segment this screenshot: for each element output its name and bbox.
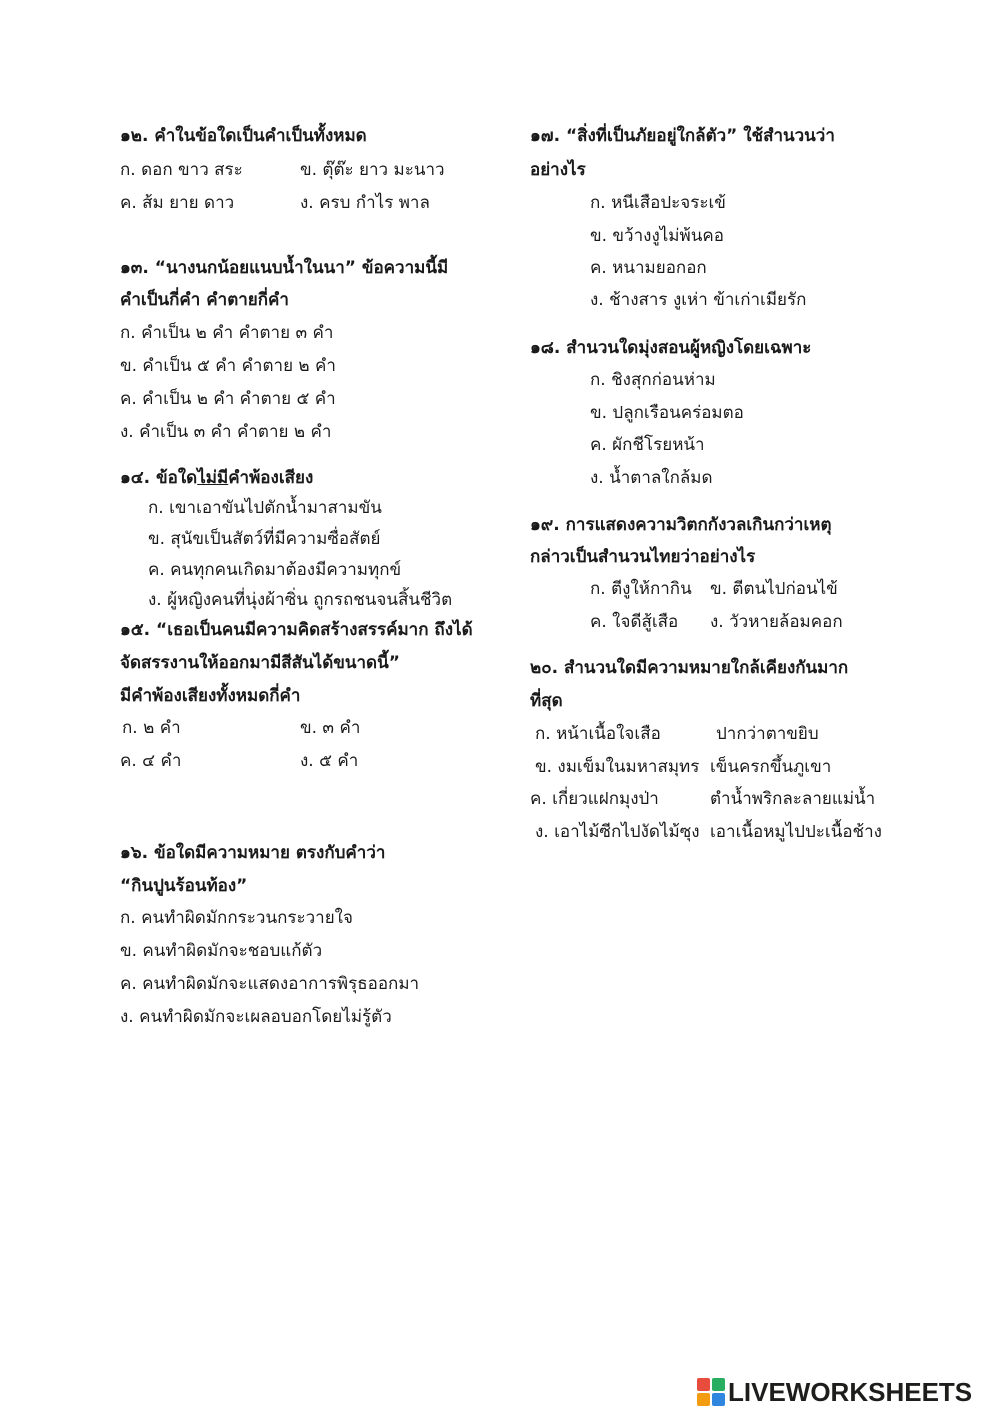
q20-title-line2: ที่สุด — [530, 691, 563, 711]
q14-title-prefix: ๑๔. ข้อใด — [120, 468, 198, 488]
q13-option-a: ก. คำเป็น ๒ คำ คำตาย ๓ คำ — [120, 323, 334, 343]
q18-title: ๑๘. สำนวนใดมุ่งสอนผู้หญิงโดยเฉพาะ — [530, 338, 812, 358]
q19-title-line1: ๑๙. การแสดงความวิตกกังวลเกินกว่าเหตุ — [530, 515, 832, 535]
q16-option-c: ค. คนทำผิดมักจะแสดงอาการพิรุธออกมา — [120, 974, 420, 994]
logo-square-2 — [712, 1378, 725, 1391]
q17-title-line1: ๑๗. “สิ่งที่เป็นภัยอยู่ใกล้ตัว” ใช้สำนวนว่า — [530, 126, 835, 146]
q17-option-c: ค. หนามยอกอก — [590, 258, 707, 278]
q15-option-b: ข. ๓ คำ — [300, 718, 361, 738]
q20-option-a-left: ก. หน้าเนื้อใจเสือ — [535, 724, 661, 744]
q13-option-b: ข. คำเป็น ๕ คำ คำตาย ๒ คำ — [120, 356, 336, 376]
q20-option-d-left: ง. เอาไม้ซีกไปงัดไม้ซุง — [535, 822, 700, 842]
q15-option-c: ค. ๔ คำ — [120, 751, 182, 771]
q12-title: ๑๒. คำในข้อใดเป็นคำเป็นทั้งหมด — [120, 126, 367, 146]
q20-option-c-right: ตำน้ำพริกละลายแม่น้ำ — [710, 789, 876, 809]
q19-option-b: ข. ตีตนไปก่อนไข้ — [710, 579, 838, 599]
q16-option-a: ก. คนทำผิดมักกระวนกระวายใจ — [120, 908, 353, 928]
q14-option-a: ก. เขาเอาขันไปตักน้ำมาสามขัน — [148, 498, 382, 518]
q12-option-d: ง. ครบ กำไร พาล — [300, 193, 430, 213]
q17-option-b: ข. ขว้างงูไม่พ้นคอ — [590, 226, 724, 246]
q13-title-line2: คำเป็นกี่คำ คำตายกี่คำ — [120, 290, 289, 310]
q12-option-a: ก. ดอก ขาว สระ — [120, 160, 243, 180]
q13-title-line1: ๑๓. “นางนกน้อยแนบน้ำในนา” ข้อความนี้มี — [120, 258, 449, 278]
q16-option-d: ง. คนทำผิดมักจะเผลอบอกโดยไม่รู้ตัว — [120, 1007, 392, 1027]
q17-option-d: ง. ช้างสาร งูเห่า ข้าเก่าเมียรัก — [590, 290, 807, 310]
q12-option-c: ค. ส้ม ยาย ดาว — [120, 193, 235, 213]
q19-option-c: ค. ใจดีสู้เสือ — [590, 612, 679, 632]
q19-option-a: ก. ตีงูให้กากิน — [590, 579, 692, 599]
q14-option-c: ค. คนทุกคนเกิดมาต้องมีความทุกข์ — [148, 560, 402, 580]
q14-title-underlined: ไม่มี — [197, 468, 229, 488]
q19-option-d: ง. วัวหายล้อมคอก — [710, 612, 843, 632]
q14-title — [120, 470, 313, 487]
liveworksheets-logo[interactable] — [697, 1376, 972, 1408]
q20-option-b-right: เข็นครกขึ้นภูเขา — [710, 757, 832, 777]
logo-square-3 — [697, 1393, 710, 1406]
q15-title-line1: ๑๕. “เธอเป็นคนมีความคิดสร้างสรรค์มาก ถึงได้ — [120, 620, 473, 640]
liveworksheets-logo-icon — [697, 1378, 725, 1406]
q16-option-b: ข. คนทำผิดมักจะชอบแก้ตัว — [120, 941, 323, 961]
q13-option-c: ค. คำเป็น ๒ คำ คำตาย ๕ คำ — [120, 389, 336, 409]
q14-title-suffix: คำพ้องเสียง — [228, 468, 314, 488]
q15-title-line3: มีคำพ้องเสียงทั้งหมดกี่คำ — [120, 686, 301, 706]
q16-title-line2: “กินปูนร้อนท้อง” — [120, 876, 248, 896]
q18-option-d: ง. น้ำตาลใกล้มด — [590, 468, 713, 488]
q14-option-d: ง. ผู้หญิงคนที่นุ่งผ้าซิ่น ถูกรถชนจนสิ้นชีวิต — [148, 590, 453, 610]
q17-option-a: ก. หนีเสือปะจระเข้ — [590, 193, 726, 213]
logo-square-1 — [697, 1378, 710, 1391]
q20-option-a-right: ปากว่าตาขยิบ — [716, 724, 819, 744]
logo-square-4 — [712, 1393, 725, 1406]
q18-option-c: ค. ผักชีโรยหน้า — [590, 435, 705, 455]
q18-option-a: ก. ชิงสุกก่อนห่าม — [590, 370, 716, 390]
q16-title-line1: ๑๖. ข้อใดมีความหมาย ตรงกับคำว่า — [120, 843, 386, 863]
q15-title-line2: จัดสรรงานให้ออกมามีสีสันได้ขนาดนี้” — [120, 653, 400, 673]
q15-option-a: ก. ๒ คำ — [122, 718, 181, 738]
q20-option-d-right: เอาเนื้อหมูไปปะเนื้อช้าง — [710, 822, 882, 842]
q19-title-line2: กล่าวเป็นสำนวนไทยว่าอย่างไร — [530, 547, 756, 567]
q14-option-b: ข. สุนัขเป็นสัตว์ที่มีความซื่อสัตย์ — [148, 529, 381, 549]
logo-text: LIVEWORKSHEETS — [728, 1376, 973, 1407]
q13-option-d: ง. คำเป็น ๓ คำ คำตาย ๒ คำ — [120, 422, 332, 442]
q20-option-b-left: ข. งมเข็มในมหาสมุทร — [535, 757, 700, 777]
q12-option-b: ข. ตุ๊ต๊ะ ยาว มะนาว — [300, 160, 445, 180]
q20-option-c-left: ค. เกี่ยวแฝกมุงป่า — [530, 789, 659, 809]
q18-option-b: ข. ปลูกเรือนคร่อมตอ — [590, 403, 744, 423]
q17-title-line2: อย่างไร — [530, 160, 586, 180]
q15-option-d: ง. ๕ คำ — [300, 751, 359, 771]
q20-title-line1: ๒๐. สำนวนใดมีความหมายใกล้เคียงกันมาก — [530, 658, 849, 678]
